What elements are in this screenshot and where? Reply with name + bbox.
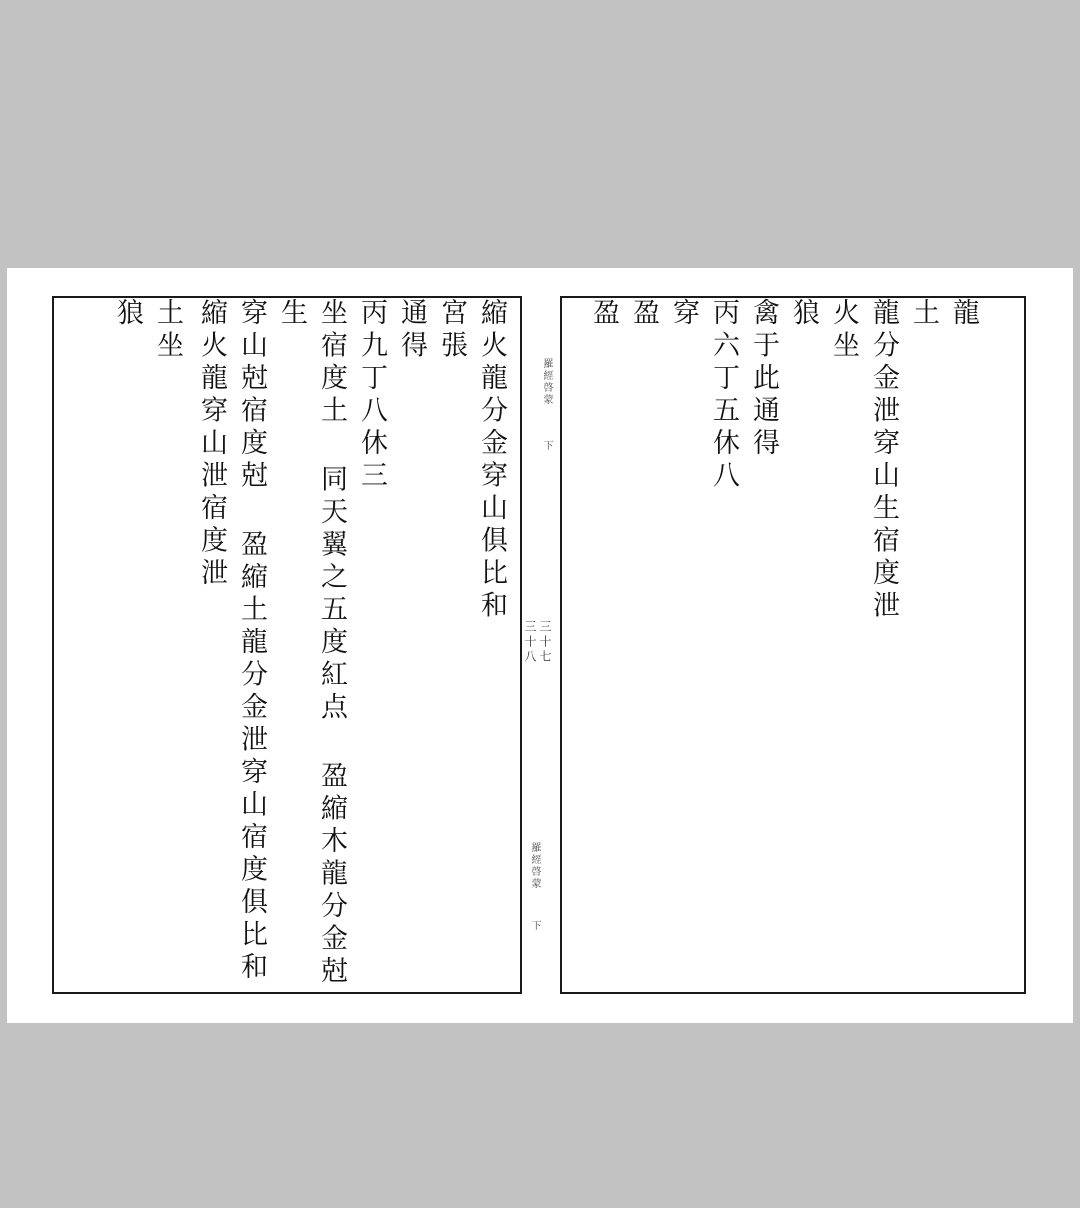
column-text: 宮張: [436, 298, 467, 363]
text-column: [866, 298, 900, 992]
column-text: 丙九丁八休三: [356, 298, 387, 493]
column-text: 火坐: [828, 298, 859, 363]
column-text: 狼: [112, 298, 143, 331]
column-text: 穿山尅宿度尅 盈縮土龍分金泄穿山宿度俱比和: [236, 298, 267, 985]
text-column: [354, 298, 388, 992]
column-text: 龍分金泄穿山生宿度泄: [868, 298, 899, 623]
text-column: [586, 298, 620, 992]
scanned-spread: [7, 268, 1073, 1023]
text-column: [786, 298, 820, 992]
text-column: [394, 298, 428, 992]
column-text: 通得: [396, 298, 427, 363]
column-text: 縮火龍穿山泄宿度泄: [196, 298, 227, 591]
text-column: [826, 298, 860, 992]
column-text: 狼: [788, 298, 819, 331]
text-column: [314, 298, 348, 992]
gutter-title-text: 羅經啓蒙: [529, 842, 540, 890]
column-text: 穿: [668, 298, 699, 331]
right-page: [560, 296, 1026, 994]
column-text: 土坐: [152, 298, 183, 363]
page-number-text: 三十八: [523, 620, 537, 665]
column-text: 盈: [628, 298, 659, 331]
text-column: [234, 298, 268, 992]
column-text: 土: [908, 298, 939, 331]
text-column: [706, 298, 740, 992]
text-column: [666, 298, 700, 992]
text-column: [746, 298, 780, 992]
gutter-volume-text: 下: [541, 440, 552, 452]
page-number-text: 三十七: [538, 620, 552, 665]
text-column: [906, 298, 940, 992]
gutter-volume-upper: [539, 440, 559, 460]
column-text: 盈: [588, 298, 619, 331]
column-text: 縮火龍分金穿山俱比和: [476, 298, 507, 623]
gutter-volume-lower: [527, 920, 547, 940]
text-column: [474, 298, 508, 992]
column-text: 丙六丁五休八: [708, 298, 739, 493]
text-column: [110, 298, 144, 992]
text-column: [626, 298, 660, 992]
left-page: [52, 296, 522, 994]
text-column: [150, 298, 184, 992]
gutter-title-lower: [527, 842, 547, 922]
text-column: [194, 298, 228, 992]
text-column: [274, 298, 308, 992]
text-column: [946, 298, 980, 992]
page-number-left: [523, 620, 543, 680]
column-text: 龍: [948, 298, 979, 331]
text-column: [434, 298, 468, 992]
column-text: 生: [276, 298, 307, 331]
gutter-title-text: 羅經啓蒙: [541, 358, 552, 406]
gutter-volume-text: 下: [529, 920, 540, 932]
column-text: 禽于此通得: [748, 298, 779, 461]
column-text: 坐宿度土 同天翼之五度紅点 盈縮木龍分金尅: [316, 298, 347, 989]
